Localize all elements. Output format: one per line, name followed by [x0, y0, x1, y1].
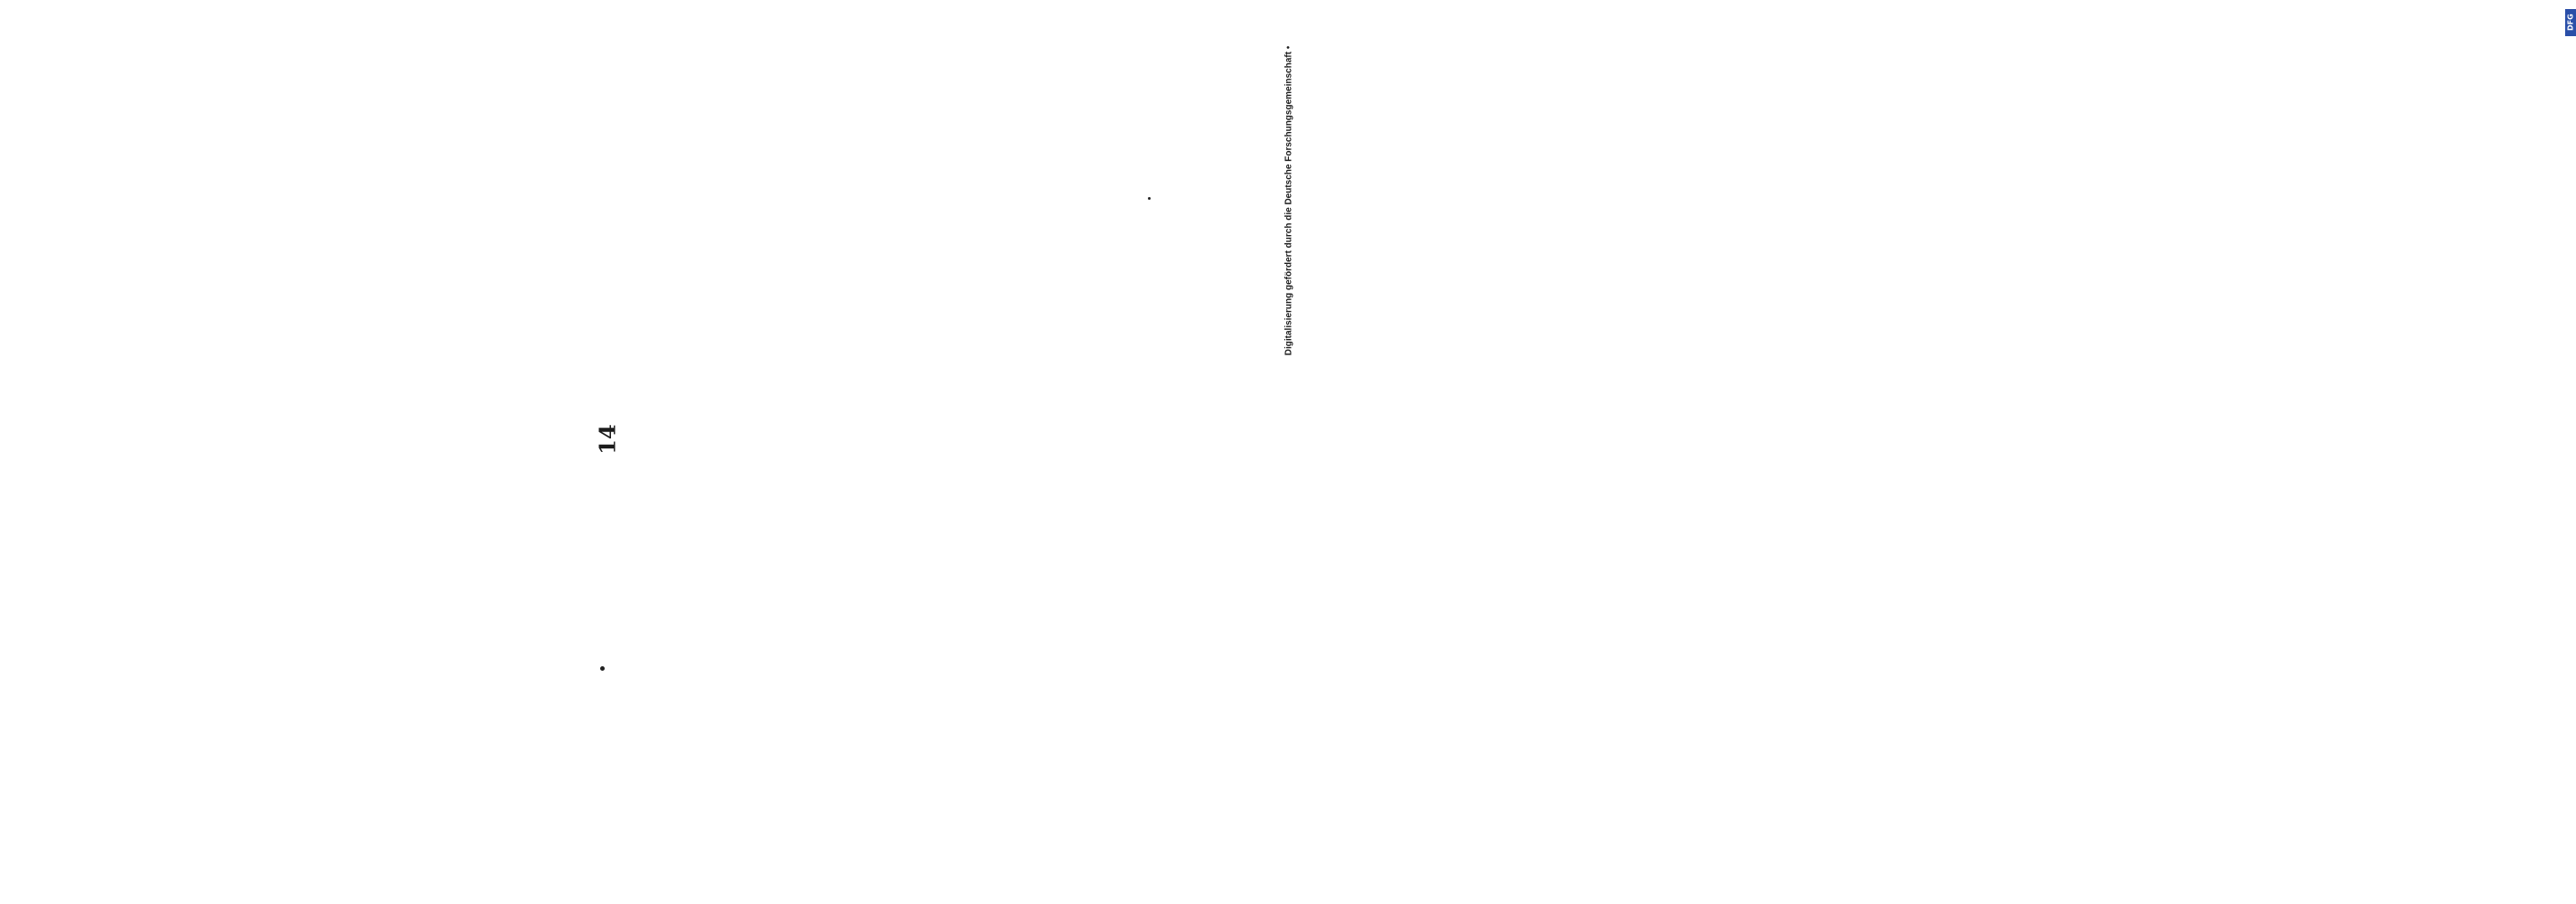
digitization-note: Digitalisierung gefördert durch die Deutsche Forschungsgemeinschaft •	[1283, 45, 1294, 356]
page-number: 14	[594, 424, 621, 455]
speck-mark	[1148, 197, 1151, 200]
speck-mark	[600, 666, 605, 671]
dfg-logo: DFG	[2565, 9, 2576, 36]
